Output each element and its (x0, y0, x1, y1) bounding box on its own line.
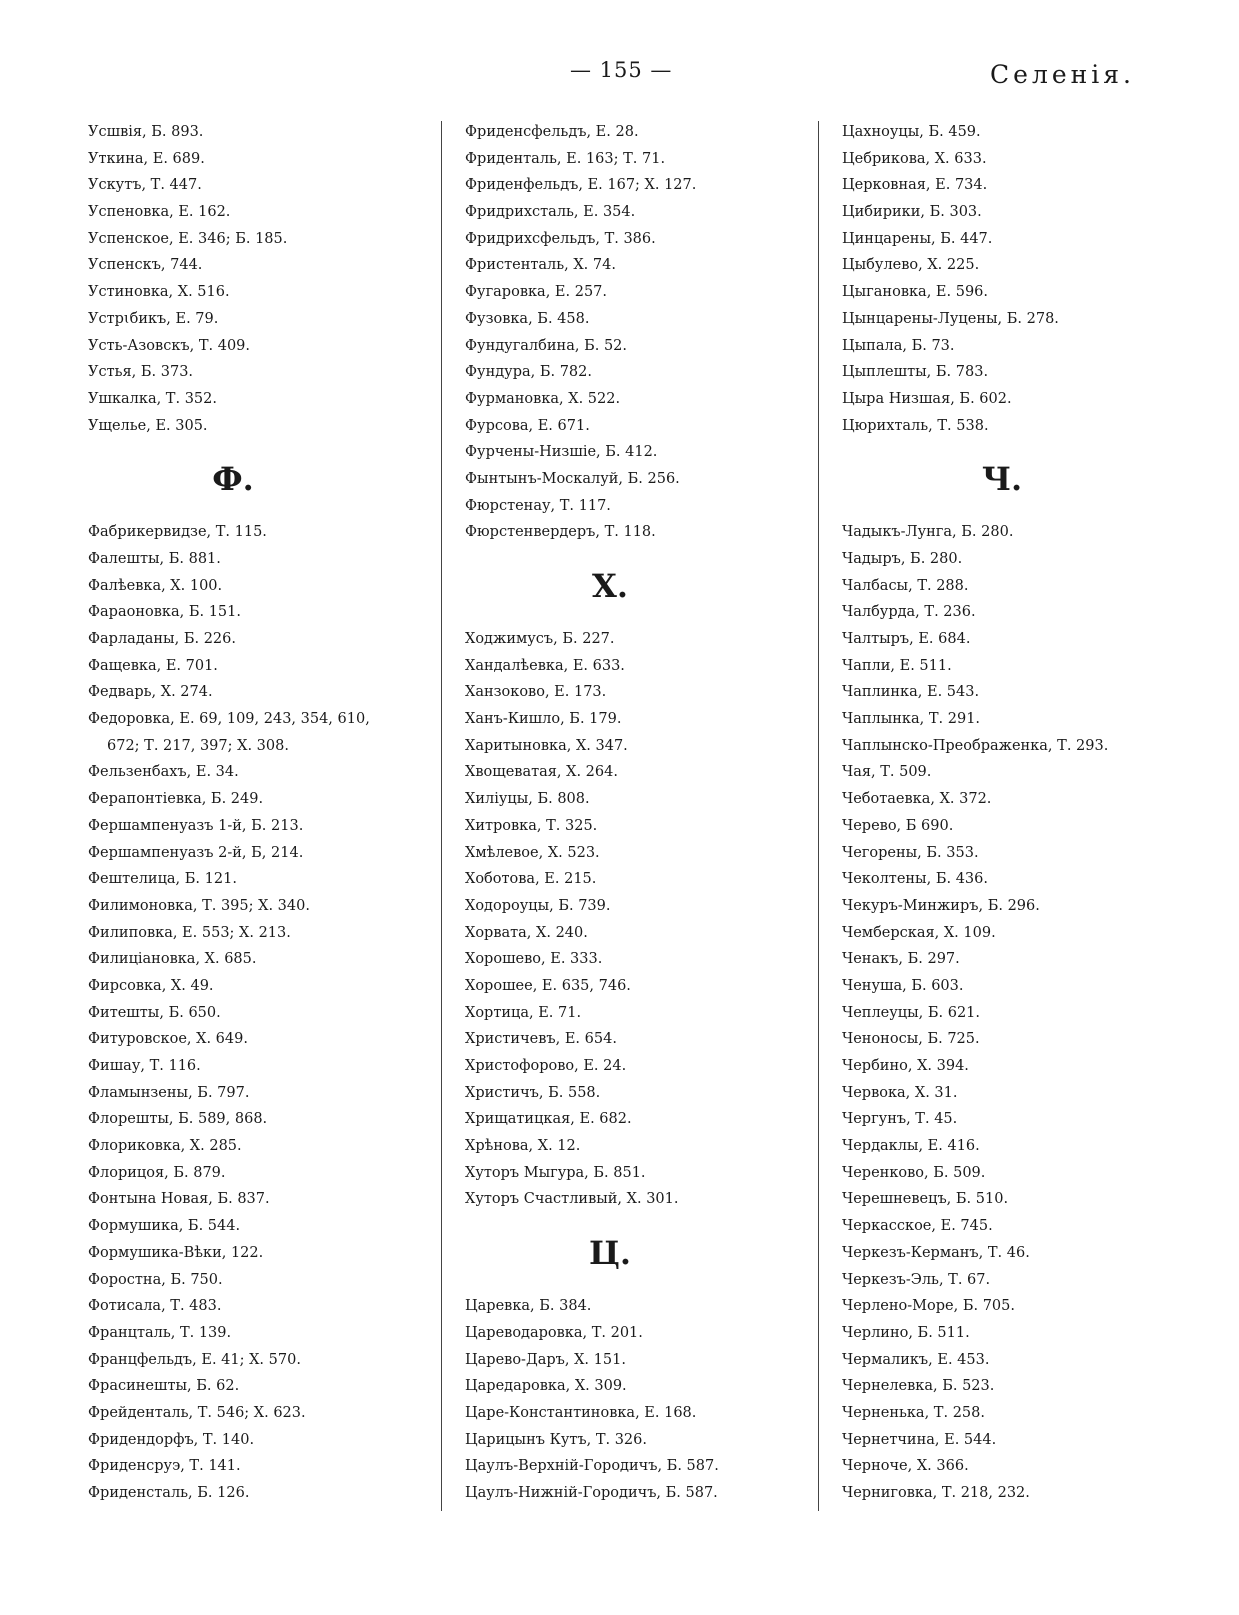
index-entry: Цыра Низшая, Б. 602. (842, 390, 1012, 407)
index-entry: Чербино, Х. 394. (842, 1058, 969, 1074)
index-entry: Ходжимусъ, Б. 227. (465, 631, 615, 647)
index-entry: Цебрикова, Х. 633. (842, 150, 987, 167)
index-entry: Форостна, Б. 750. (88, 1271, 223, 1288)
column-divider (441, 121, 442, 1511)
index-entry: Чеплеуцы, Б. 621. (842, 1004, 981, 1021)
index-entry: Цаулъ-Нижній-Городичъ, Б. 587. (465, 1484, 718, 1501)
index-entry: Чалбурда, Т. 236. (842, 604, 976, 621)
index-entry: Цынцарены-Луцены, Б. 278. (842, 310, 1059, 327)
index-entry: Цыпала, Б. 73. (842, 337, 955, 354)
index-entry: Черенково, Б. 509. (842, 1164, 986, 1181)
section-letter-heading: Х. (592, 567, 628, 605)
index-column-2 (465, 119, 795, 1507)
section-letter-heading: Ф. (212, 460, 254, 499)
page-number: — 155 — (570, 58, 673, 82)
index-entry: Фельзенбахъ, Е. 34. (88, 764, 239, 781)
index-entry: Христичъ, Б. 558. (465, 1084, 601, 1101)
index-entry: Черкезъ-Эль, Т. 67. (842, 1271, 991, 1288)
index-entry: Фурчены-Низшіе, Б. 412. (465, 444, 658, 461)
index-entry: Фитуровское, Х. 649. (88, 1031, 248, 1048)
index-entry: Фугаровка, Е. 257. (465, 284, 607, 301)
index-entry: Фащевка, Е. 701. (88, 657, 218, 674)
index-entry: Филиціановка, Х. 685. (88, 951, 257, 968)
index-entry: Царево-Даръ, Х. 151. (465, 1351, 626, 1368)
index-entry: Харитыновка, Х. 347. (465, 737, 628, 754)
index-entry: Чеботаевка, Х. 372. (842, 791, 992, 808)
index-entry: Формушика-Вѣки, 122. (88, 1244, 264, 1261)
index-entry: Фриденталь, Е. 163; Т. 71. (465, 150, 666, 167)
index-entry: Черкезъ-Керманъ, Т. 46. (842, 1244, 1030, 1261)
index-entry: Ушкалка, Т. 352. (88, 390, 217, 407)
index-entry: Фештелица, Б. 121. (88, 871, 237, 888)
index-entry: Фурмановка, Х. 522. (465, 390, 621, 407)
index-entry: Фрасинешты, Б. 62. (88, 1378, 240, 1395)
index-entry: Церковная, Е. 734. (842, 177, 988, 194)
index-entry: Фершампенуазъ 2-й, Б, 214. (88, 844, 304, 861)
index-entry: Черлино, Б. 511. (842, 1324, 970, 1341)
index-entry: Ханзоково, Е. 173. (465, 684, 607, 701)
index-entry: Фитешты, Б. 650. (88, 1004, 221, 1021)
index-entry: Фундугалбина, Б. 52. (465, 337, 627, 354)
index-entry: Черлено-Море, Б. 705. (842, 1298, 1015, 1315)
index-entry: Филимоновка, Т. 395; Х. 340. (88, 897, 310, 914)
index-entry: Фалешты, Б. 881. (88, 550, 221, 567)
index-entry: Чадыкъ-Лунга, Б. 280. (842, 524, 1014, 541)
index-entry: Фалѣевка, Х. 100. (88, 577, 223, 594)
index-entry: Хоботова, Е. 215. (465, 871, 597, 888)
index-entry: Цыплешты, Б. 783. (842, 364, 989, 381)
index-entry: Федварь, Х. 274. (88, 684, 213, 701)
index-entry: Цыбулево, Х. 225. (842, 257, 980, 274)
index-entry: Царицынъ Кутъ, Т. 326. (465, 1431, 647, 1448)
index-entry: Устиновка, Х. 516. (88, 284, 230, 301)
index-entry: Чеколтены, Б. 436. (842, 871, 988, 888)
index-entry: Фундура, Б. 782. (465, 364, 592, 381)
index-entry: Ченуша, Б. 603. (842, 977, 964, 994)
index-entry: Фотисала, Т. 483. (88, 1298, 222, 1315)
index-entry: Фузовка, Б. 458. (465, 310, 590, 327)
index-entry: Ченакъ, Б. 297. (842, 951, 960, 968)
index-entry: Фарладаны, Б. 226. (88, 631, 236, 647)
index-entry: Фриденфельдъ, Е. 167; Х. 127. (465, 177, 697, 194)
index-entry: Хитровка, Т. 325. (465, 817, 598, 834)
index-entry: Успеновка, Е. 162. (88, 204, 231, 221)
index-entry: Царедаровка, Х. 309. (465, 1378, 627, 1395)
index-entry: Усшвія, Б. 893. (88, 124, 204, 140)
index-entry: Христофорово, Е. 24. (465, 1058, 627, 1074)
index-entry: Францфельдъ, Е. 41; Х. 570. (88, 1351, 301, 1368)
index-entry: Хортица, Е. 71. (465, 1004, 582, 1021)
index-entry: Фридрихсталь, Е. 354. (465, 204, 636, 221)
index-entry: Фонтына Новая, Б. 837. (88, 1191, 270, 1208)
index-entry: Фирсовка, Х. 49. (88, 977, 214, 994)
index-entry: Цибирики, Б. 303. (842, 204, 982, 221)
index-column-3 (842, 119, 1202, 1507)
index-entry: Ускутъ, Т. 447. (88, 177, 202, 194)
index-entry: Устья, Б. 373. (88, 364, 194, 381)
index-entry: Черкасское, Е. 745. (842, 1218, 993, 1235)
index-entry: Фюрстенвердеръ, Т. 118. (465, 524, 656, 541)
index-entry: Чернетчина, Е. 544. (842, 1431, 997, 1448)
index-entry: Царе-Константиновка, Е. 168. (465, 1404, 697, 1421)
index-entry: Чергунъ, Т. 45. (842, 1111, 958, 1128)
index-entry: Флорицоя, Б. 879. (88, 1164, 226, 1181)
index-entry: Успенскъ, 744. (88, 257, 203, 274)
index-entry: Фюрстенау, Т. 117. (465, 497, 611, 514)
index-entry: Флорешты, Б. 589, 868. (88, 1111, 268, 1128)
index-entry: Хиліуцы, Б. 808. (465, 791, 590, 808)
index-entry: Цинцарены, Б. 447. (842, 230, 993, 247)
index-entry: Устрɩбикъ, Е. 79. (88, 310, 219, 327)
index-entry: Ченоносы, Б. 725. (842, 1031, 980, 1048)
section-letter-heading: Ц. (588, 1234, 632, 1273)
index-entry: Фридендорфъ, Т. 140. (88, 1431, 255, 1448)
index-column-1 (88, 119, 418, 1507)
index-entry: Фабрикервидзе, Т. 115. (88, 524, 267, 541)
index-entry: Усть-Азовскъ, Т. 409. (88, 337, 250, 354)
index-entry: Францталь, Т. 139. (88, 1324, 232, 1341)
index-entry: Царевка, Б. 384. (465, 1298, 592, 1315)
index-entry: Червока, Х. 31. (842, 1084, 958, 1101)
index-entry: Хрищатицкая, Е. 682. (465, 1111, 632, 1128)
index-entry: Чаплинка, Е. 543. (842, 684, 980, 701)
index-entry: Чалбасы, Т. 288. (842, 577, 969, 594)
index-entry: Ходороуцы, Б. 739. (465, 897, 611, 914)
index-entry: Чаплынско-Преображенка, Т. 293. (842, 737, 1109, 754)
index-entry: Черненька, Т. 258. (842, 1404, 985, 1421)
index-entry: Чернелевка, Б. 523. (842, 1378, 995, 1395)
index-entry: Чалтыръ, Е. 684. (842, 631, 971, 647)
index-entry: Ущелье, Е. 305. (88, 417, 208, 434)
index-entry: Формушика, Б. 544. (88, 1218, 241, 1235)
index-entry: Чая, Т. 509. (842, 764, 932, 781)
index-entry: Цахноуцы, Б. 459. (842, 124, 981, 140)
index-entry: Чадыръ, Б. 280. (842, 550, 963, 567)
index-entry: Чермаликъ, Е. 453. (842, 1351, 990, 1368)
index-entry: Уткина, Е. 689. (88, 150, 205, 167)
index-entry: Ферапонтіевка, Б. 249. (88, 791, 264, 808)
index-entry: Фершампенуазъ 1-й, Б. 213. (88, 817, 304, 834)
index-entry: Фриденсфельдъ, Е. 28. (465, 124, 639, 140)
index-entry: Флориковка, Х. 285. (88, 1138, 242, 1155)
index-entry: Цареводаровка, Т. 201. (465, 1324, 643, 1341)
index-entry: Цаулъ-Верхній-Городичъ, Б. 587. (465, 1458, 719, 1475)
index-entry: Хуторъ Счастливый, Х. 301. (465, 1191, 679, 1208)
index-entry: Фламынзены, Б. 797. (88, 1084, 250, 1101)
index-entry: Чекуръ-Минжиръ, Б. 296. (842, 897, 1040, 914)
index-entry: Чегорены, Б. 353. (842, 844, 979, 861)
section-letter-heading: Ч. (981, 460, 1023, 499)
index-entry: Фараоновка, Б. 151. (88, 604, 241, 621)
index-entry: Хмѣлевое, Х. 523. (465, 844, 600, 861)
index-entry: Фурсова, Е. 671. (465, 417, 590, 434)
index-entry: Фишау, Т. 116. (88, 1058, 201, 1074)
index-entry: Фриденсруэ, Т. 141. (88, 1458, 241, 1475)
index-entry: Хорвата, Х. 240. (465, 924, 588, 941)
index-entry: Федоровка, Е. 69, 109, 243, 354, 610, (88, 711, 370, 728)
index-entry-continuation: 672; Т. 217, 397; Х. 308. (107, 737, 289, 754)
index-entry: Хвощеватая, Х. 264. (465, 764, 618, 781)
index-entry: Чемберская, Х. 109. (842, 924, 996, 941)
index-entry: Христичевъ, Е. 654. (465, 1031, 617, 1048)
column-divider (818, 121, 819, 1511)
index-entry: Хорошево, Е. 333. (465, 951, 603, 968)
index-entry: Фридрихсфельдъ, Т. 386. (465, 230, 656, 247)
index-entry: Цыгановка, Е. 596. (842, 284, 988, 301)
index-entry: Фынтынъ-Москалуй, Б. 256. (465, 470, 680, 487)
index-entry: Чаплынка, Т. 291. (842, 711, 981, 728)
index-entry: Чапли, Е. 511. (842, 657, 952, 674)
running-head: Селенія. (990, 60, 1135, 89)
index-entry: Цюрихталь, Т. 538. (842, 417, 989, 434)
index-entry: Фрейденталь, Т. 546; Х. 623. (88, 1404, 306, 1421)
index-entry: Черниговка, Т. 218, 232. (842, 1485, 1030, 1501)
index-entry: Хуторъ Мыгура, Б. 851. (465, 1164, 646, 1181)
index-entry: Хорошее, Е. 635, 746. (465, 977, 631, 994)
index-entry: Черешневецъ, Б. 510. (842, 1191, 1009, 1208)
index-entry: Ханъ-Кишло, Б. 179. (465, 711, 622, 728)
index-entry: Черево, Б 690. (842, 817, 954, 834)
index-entry: Хрѣнова, Х. 12. (465, 1138, 581, 1155)
index-entry: Успенское, Е. 346; Б. 185. (88, 230, 288, 247)
index-entry: Хандалѣевка, Е. 633. (465, 657, 625, 674)
index-entry: Фриденсталь, Б. 126. (88, 1485, 250, 1501)
index-entry: Филиповка, Е. 553; Х. 213. (88, 924, 291, 941)
index-entry: Фристенталь, Х. 74. (465, 257, 616, 274)
index-entry: Черноче, Х. 366. (842, 1458, 969, 1475)
index-entry: Чердаклы, Е. 416. (842, 1138, 980, 1155)
